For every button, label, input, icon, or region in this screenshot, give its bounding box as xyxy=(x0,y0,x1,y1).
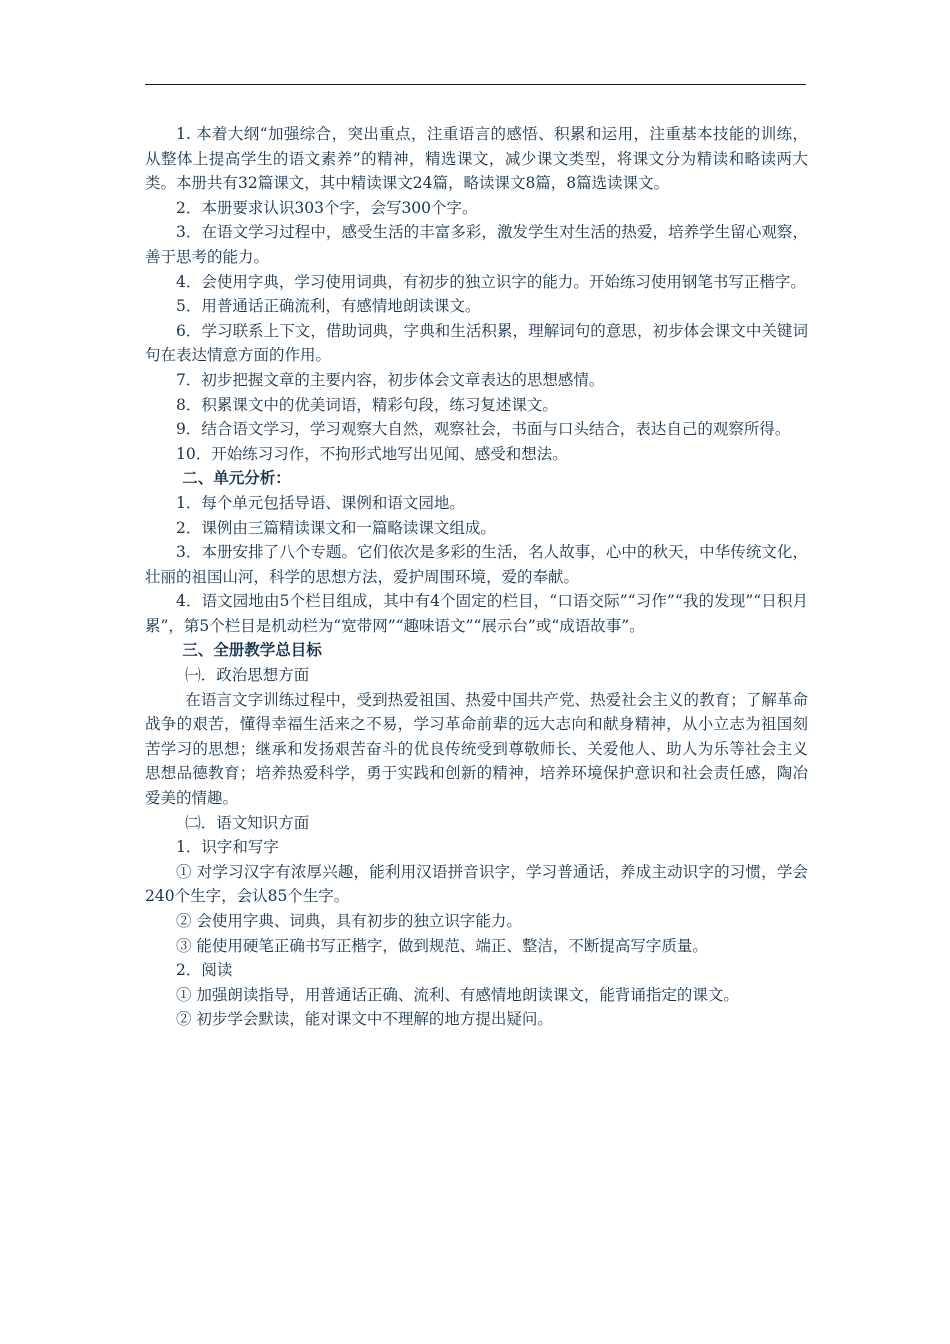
paragraph-goal-5: 5．用普通话正确流利，有感情地朗读课文。 xyxy=(176,297,481,316)
paragraph-goal-1: 1. 本着大纲“加强综合，突出重点，注重语言的感悟、积累和运用，注重基本技能的训练，从整体上提高学生的语文素养”的精神，精选课文，减少课文类型，将课文分为精读和略读两大类。本册共有32篇课文，其中精读课文24篇，略读课文8篇，8篇选读课文。 xyxy=(145,125,808,193)
paragraph-goal-2: 2．本册要求认识303个字，会写300个字。 xyxy=(176,198,478,217)
paragraph-literacy-2: ② 会使用字典、词典，具有初步的独立识字能力。 xyxy=(176,912,522,930)
subsection-heading-political: ㈠．政治思想方面 xyxy=(185,666,310,685)
paragraph-unit-3: 3．本册安排了八个专题。它们依次是多彩的生活，名人故事，心中的秋天，中华传统文化，壮丽的祖国山河，科学的思想方法，爱护周围环境，爱的奉献。 xyxy=(145,543,808,586)
paragraph-political: 在语言文字训练过程中，受到热爱祖国、热爱中国共产党、热爱社会主义的教育；了解革命战争的艰苦，懂得幸福生活来之不易，学习革命前辈的远大志向和献身精神，从小立志为祖国刻苦学习的思想；继承和发扬艰苦奋斗的优良传统受到尊敬师长、关爱他人、助人为乐等社会主义思想品德教育；培养热爱科学，勇于实践和创新的精神，培养环境保护意识和社会责任感，陶冶爱美的情趣。 xyxy=(145,690,808,808)
paragraph-goal-10: 10．开始练习习作，不拘形式地写出见闻、感受和想法。 xyxy=(176,444,568,463)
header-rule xyxy=(145,84,806,85)
paragraph-goal-6: 6．学习联系上下文，借助词典，字典和生活积累，理解词句的意思，初步体会课文中关键词句在表达情意方面的作用。 xyxy=(145,321,808,365)
paragraph-unit-4: 4．语文园地由5个栏目组成，其中有4个固定的栏目，“口语交际”“习作”“我的发现”“日积月累”，第5个栏目是机动栏为“宽带网”“趣味语文”“展示台”或“成语故事”。 xyxy=(145,592,808,635)
paragraph-reading-1: ① 加强朗读指导，用普通话正确、流利、有感情地朗读课文，能背诵指定的课文。 xyxy=(176,985,739,1004)
paragraph-goal-9: 9．结合语文学习，学习观察大自然，观察社会，书面与口头结合，表达自己的观察所得。 xyxy=(176,420,791,439)
paragraph-goal-4: 4．会使用字典，学习使用词典，有初步的独立识字的能力。开始练习使用钢笔书写正楷字。 xyxy=(176,272,806,291)
paragraph-goal-3: 3．在语文学习过程中，感受生活的丰富多彩，激发学生对生活的热爱，培养学生留心观察，善于思考的能力。 xyxy=(145,223,808,266)
paragraph-literacy-1: ① 对学习汉字有浓厚兴趣，能利用汉语拼音识字，学习普通话，养成主动识字的习惯，学会240个生字，会认85个生字。 xyxy=(145,862,808,906)
item-heading-literacy: 1．识字和写字 xyxy=(176,838,279,857)
subsection-heading-language-knowledge: ㈡．语文知识方面 xyxy=(185,813,310,832)
paragraph-goal-8: 8．积累课文中的优美词语，精彩句段，练习复述课文。 xyxy=(176,395,558,414)
paragraph-unit-2: 2．课例由三篇精读课文和一篇略读课文组成。 xyxy=(176,518,496,537)
section-heading-unit-analysis: 二、单元分析： xyxy=(182,468,291,488)
document-body xyxy=(145,122,808,1032)
paragraph-goal-7: 7．初步把握文章的主要内容，初步体会文章表达的思想感情。 xyxy=(176,370,605,389)
section-heading-overall-goals: 三、全册教学总目标 xyxy=(182,640,322,660)
paragraph-reading-2: ② 初步学会默读，能对课文中不理解的地方提出疑问。 xyxy=(176,1010,553,1029)
item-heading-reading: 2．阅读 xyxy=(176,961,233,980)
paragraph-unit-1: 1．每个单元包括导语、课例和语文园地。 xyxy=(176,493,465,512)
paragraph-literacy-3: ③ 能使用硬笔正确书写正楷字，做到规范、端正、整洁，不断提高写字质量。 xyxy=(176,936,708,955)
